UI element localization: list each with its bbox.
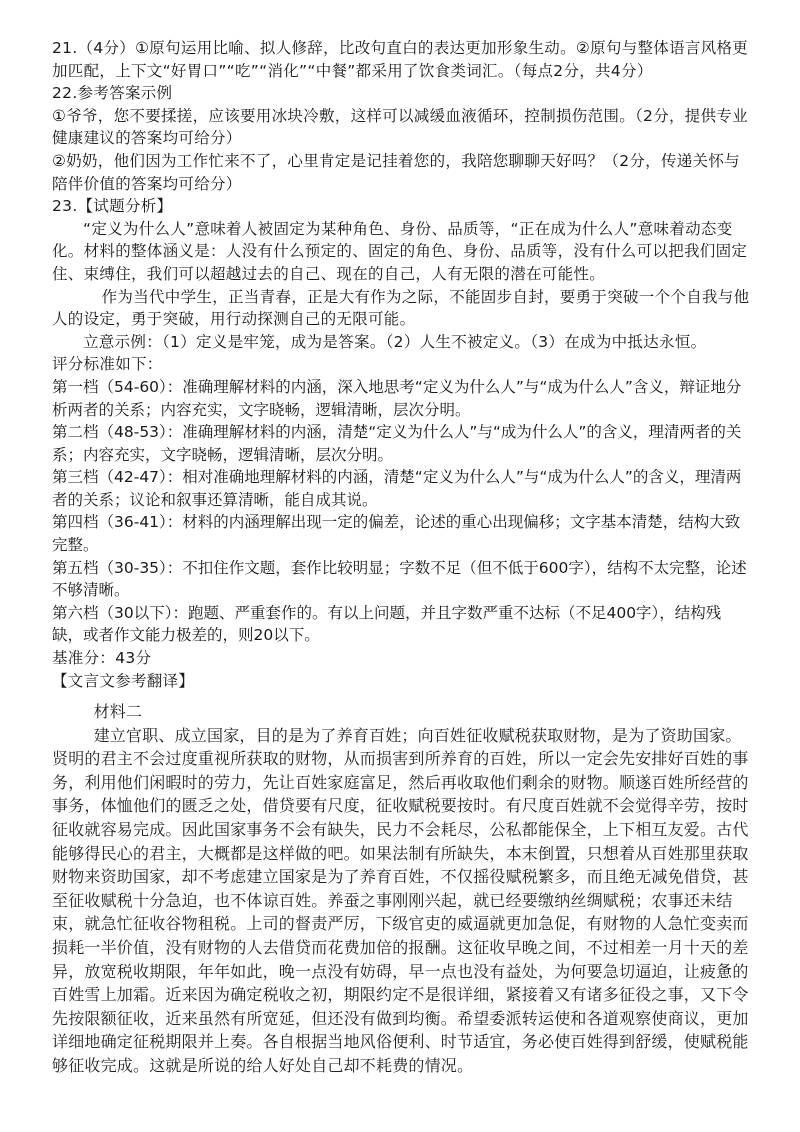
answer-22-title: 22.参考答案示例	[52, 84, 173, 103]
criteria-level-6: 第六档（30以下）：跑题、严重套作的。有以上问题，并且字数严重不达标（不足400字），结构残缺，或者作文能力极差的，则20以下。	[52, 603, 722, 645]
base-score: 基准分：43分	[52, 649, 152, 668]
answer-23-student-view: 作为当代中学生，正当青春，正是大有作为之际，不能固步自封，要勇于突破一个个自我与他人的设定，勇于突破，用行动探测自己的无限可能。	[52, 287, 750, 329]
translation-subtitle: 材料二	[93, 702, 143, 721]
criteria-title: 评分标准如下：	[52, 355, 163, 374]
answer-23-theme-examples: 立意示例：（1）定义是牢笼，成为是答案。（2）人生不被定义。（3）在成为中抵达永恒。	[83, 332, 707, 351]
criteria-level-5: 第五档（30-35）：不扣住作文题，套作比较明显；字数不足（但不低于600字），结构不太完整，论述不够清晰。	[52, 558, 747, 600]
criteria-level-2: 第二档（48-53）：准确理解材料的内涵，清楚“定义为什么人”与“成为什么人”的含义，理清两者的关系；内容充实，文字晓畅，逻辑清晰，层次分明。	[52, 423, 742, 464]
answer-21: 21.（4分）①原句运用比喻、拟人修辞，比改句直白的表达更加形象生动。②原句与整体语言风格更加匹配，上下文“好胃口”“吃”“消化”“中餐”都采用了饮食类词汇。（每点2分，共4分）	[52, 39, 749, 80]
answer-22-example-2: ②奶奶，他们因为工作忙来不了，心里肯定是记挂着您的，我陪您聊聊天好吗？（2分，传递关怀与陪伴价值的答案均可给分）	[52, 151, 740, 193]
criteria-level-1: 第一档（54-60）：准确理解材料的内涵，深入地思考“定义为什么人”与“成为什么人”含义，辩证地分析两者的关系；内容充实，文字晓畅，逻辑清晰，层次分明。	[52, 377, 742, 419]
answer-section	[52, 37, 752, 692]
criteria-level-4: 第四档（36-41）：材料的内涵理解出现一定的偏差，论述的重心出现偏移；文字基本清楚，结构大致完整。	[52, 513, 741, 555]
criteria-level-3: 第三档（42-47）：相对准确地理解材料的内涵，清楚“定义为什么人”与“成为什么人”的含义，理清两者的关系；议论和叙事还算清晰，能自成其说。	[52, 468, 742, 509]
translation-title: 【文言文参考翻译】	[52, 671, 195, 690]
classical-translation	[52, 700, 752, 1078]
answer-22-example-1: ①爷爷，您不要揉搓，应该要用冰块冷敷，这样可以减缓血液循环，控制损伤范围。（2分，提供专业健康建议的答案均可给分）	[52, 106, 749, 148]
answer-23-title: 23.【试题分析】	[52, 197, 173, 216]
translation-body: 建立官职、成立国家，目的是为了养育百姓；向百姓征收赋税获取财物，是为了资助国家。贤明的君主不会过度重视所获取的财物，从而损害到所养育的百姓，所以一定会先安排好百姓的事务，利用他们闲暇时的劳力，先让百姓家庭富足，然后再收取他们剩余的财物。顺遂百姓所经营的事务，体恤他们的匮乏之处，借贷要有尺度，征收赋税要按时。有尺度百姓就不会觉得辛劳，按时征收就容易完成。因此国家事务不会有缺失，民力不会耗尽，公私都能保全，上下相互友爱。古代能够得民心的君主，大概都是这样做的吧。如果法制有所缺失，本末倒置，只想着从百姓那里获取财物来资助国家，却不考虑建立国家是为了养育百姓，不仅摇役赋税繁多，而且绝无减免借贷，甚至征收赋税十分急迫，也不体谅百姓。养蚕之事刚刚兴起，就已经要缴纳丝绸赋税；农事还未结束，就急忙征收谷物租税。上司的督责严厉，下级官吏的威逼就更加急促，有财物的人急忙变卖而损耗一半价值，没有财物的人去借贷而花费加倍的报酬。这征收早晚之间，不过相差一月十天的差异，放宽税收期限，年年如此，晚一点没有妨碍，早一点也没有益处，为何要急切逼迫，让疲惫的百姓雪上加霜。近来因为确定税收之初，期限约定不是很详细，紧接着又有诸多征役之事，又下令先按限额征收，近来虽然有所宽延，但还没有做到均衡。希望委派转运使和各道观察使商议，更加详细地确定征税期限并上奏。各自根据当地风俗便利、时节适宜，务必使百姓得到舒缓，使赋税能够征收完成。这就是所说的给人好处自己却不耗费的情况。	[52, 725, 749, 1075]
answer-23-analysis: “定义为什么人”意味着人被固定为某种角色、身份、品质等，“正在成为什么人”意味着动态变化。材料的整体涵义是：人没有什么预定的、固定的角色、身份、品质等，没有什么可以把我们固定住、束缚住，我们可以超越过去的自己、现在的自己，人有无限的潜在可能性。	[52, 219, 748, 283]
